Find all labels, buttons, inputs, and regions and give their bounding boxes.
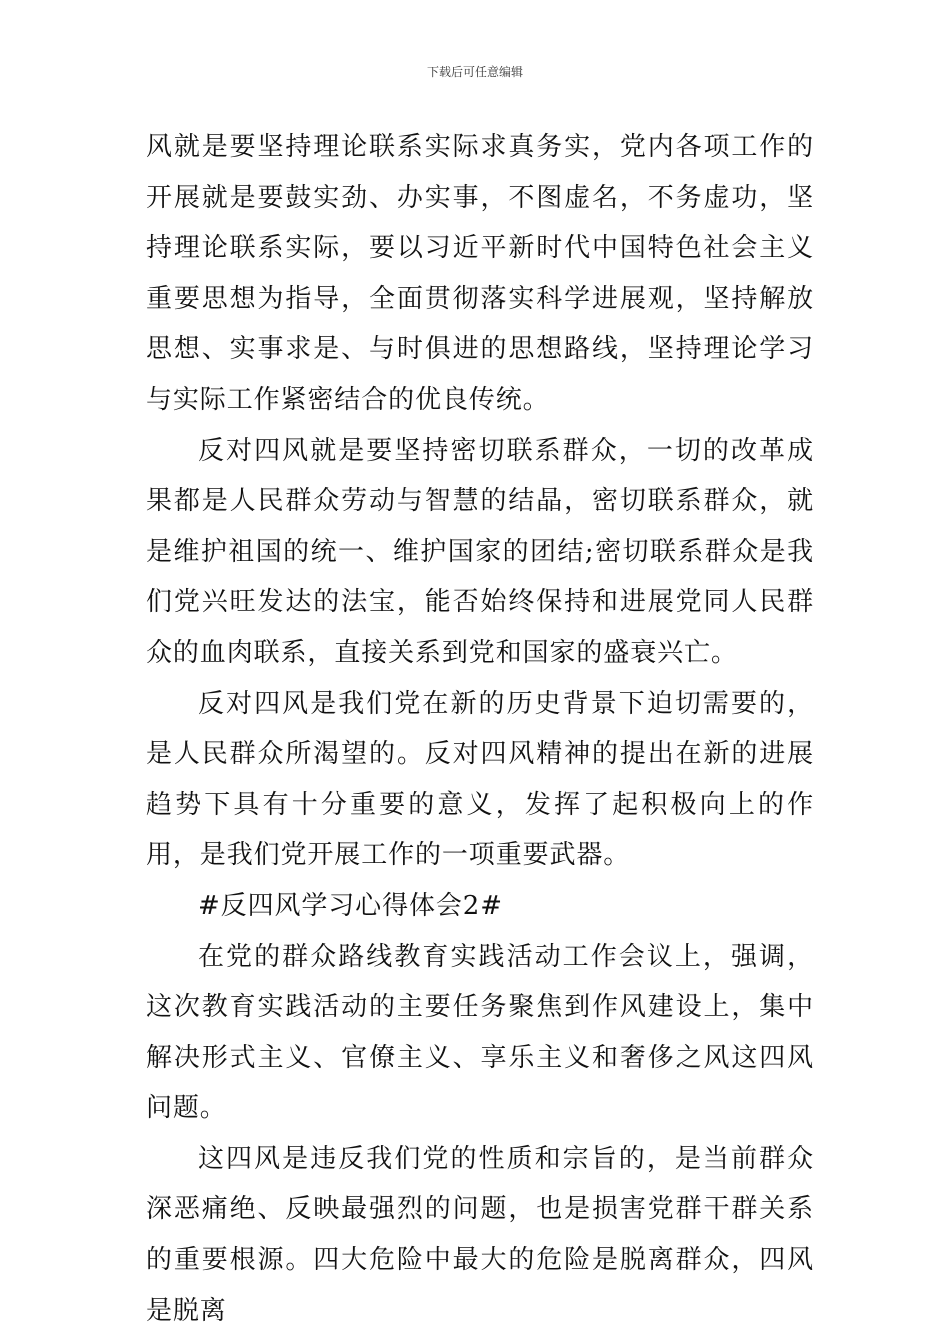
paragraph: 在党的群众路线教育实践活动工作会议上，强调，这次教育实践活动的主要任务聚焦到作风建设上，集中解决形式主义、官僚主义、享乐主义和奢侈之风这四风问题。 xyxy=(146,941,814,1124)
page-header: 下载后可任意编辑 xyxy=(426,65,523,79)
paragraph: 反对四风就是要坚持密切联系群众，一切的改革成果都是人民群众劳动与智慧的结晶，密切联系群众，就是维护祖国的统一、维护国家的团结;密切联系群众是我们党兴旺发达的法宝，能否始终保持和进展党同人民群众的血肉联系，直接关系到党和国家的盛衰兴亡。 xyxy=(146,435,814,668)
paragraph: 风就是要坚持理论联系实际求真务实，党内各项工作的开展就是要鼓实劲、办实事，不图虚名，不务虚功，坚持理论联系实际，要以习近平新时代中国特色社会主义重要思想为指导，全面贯彻落实科学进展观，坚持解放思想、实事求是、与时俱进的思想路线，坚持理论学习与实际工作紧密结合的优良传统。 xyxy=(146,132,814,415)
paragraph: 反对四风是我们党在新的历史背景下迫切需要的，是人民群众所渴望的。反对四风精神的提出在新的进展趋势下具有十分重要的意义，发挥了起积极向上的作用，是我们党开展工作的一项重要武器。 xyxy=(146,688,814,871)
document-body xyxy=(146,122,814,1336)
section-heading: #反四风学习心得体会2# xyxy=(198,890,503,921)
paragraph: 这四风是违反我们党的性质和宗旨的，是当前群众深恶痛绝、反映最强烈的问题，也是损害党群干群关系的重要根源。四大危险中最大的危险是脱离群众，四风是脱离 xyxy=(146,1143,814,1326)
